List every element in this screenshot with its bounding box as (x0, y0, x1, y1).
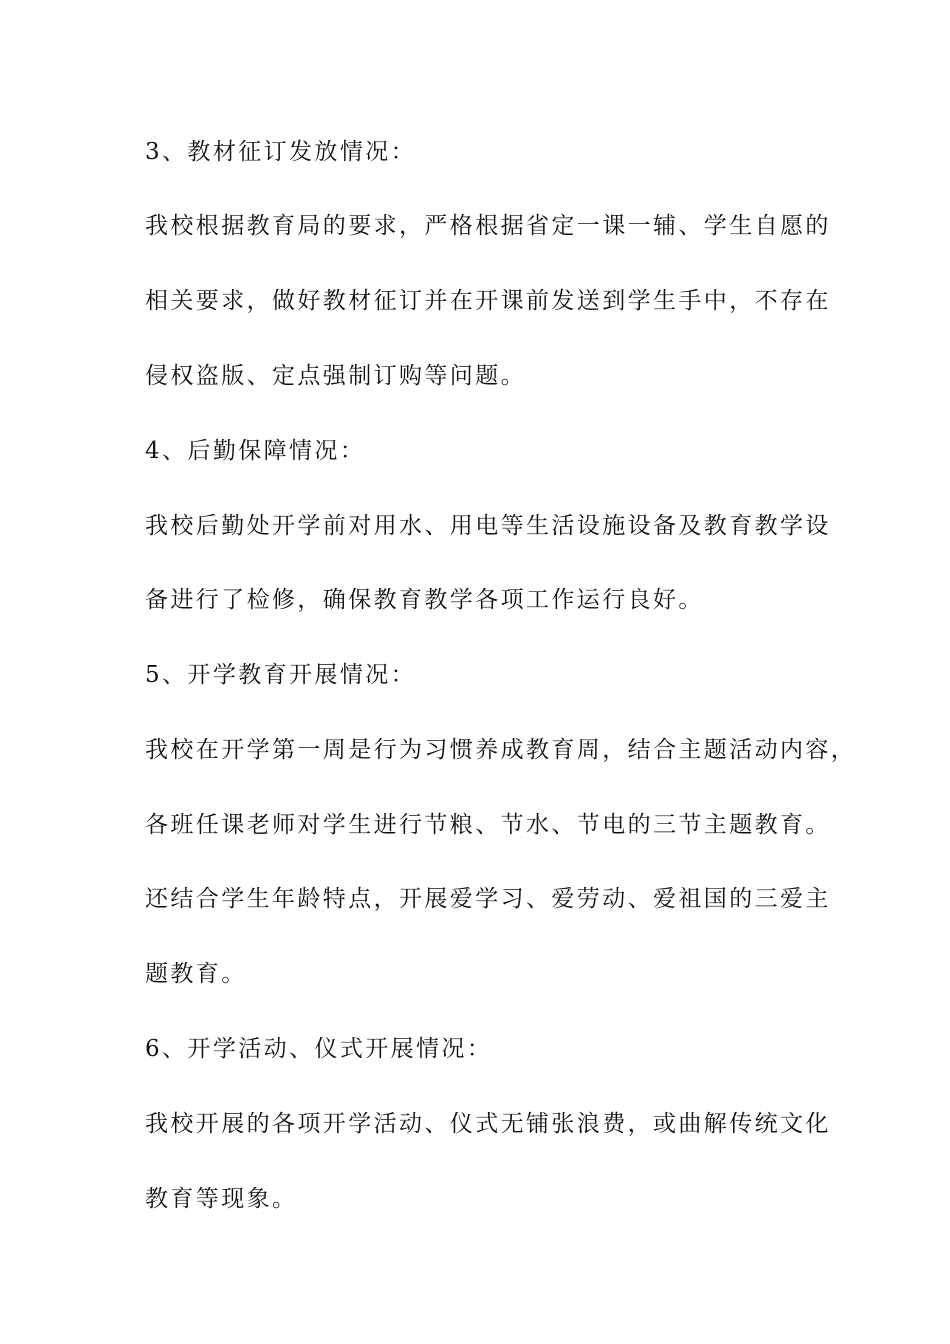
section-heading-4: 4、后勤保障情况： (145, 438, 366, 464)
paragraph-line: 我校在开学第一周是行为习惯养成教育周，结合主题活动内容， (145, 737, 857, 763)
paragraph-line: 我校开展的各项开学活动、仪式无铺张浪费，或曲解传统文化 (145, 1111, 831, 1137)
paragraph-line: 备进行了检修，确保教育教学各项工作运行良好。 (145, 587, 704, 613)
paragraph-line: 各班任课老师对学生进行节粮、节水、节电的三节主题教育。 (145, 812, 831, 838)
paragraph-line: 我校根据教育局的要求，严格根据省定一课一辅、学生自愿的 (145, 213, 831, 239)
paragraph-line: 还结合学生年龄特点，开展爱学习、爱劳动、爱祖国的三爱主 (145, 886, 831, 912)
section-heading-3: 3、教材征订发放情况： (145, 139, 417, 165)
paragraph-line: 题教育。 (145, 961, 247, 987)
paragraph-line: 我校后勤处开学前对用水、用电等生活设施设备及教育教学设 (145, 513, 831, 539)
section-heading-6: 6、开学活动、仪式开展情况： (145, 1036, 493, 1062)
paragraph-line: 教育等现象。 (145, 1186, 298, 1212)
paragraph-line: 侵权盗版、定点强制订购等问题。 (145, 363, 526, 389)
paragraph-line: 相关要求，做好教材征订并在开课前发送到学生手中，不存在 (145, 288, 831, 314)
section-heading-5: 5、开学教育开展情况： (145, 662, 417, 688)
